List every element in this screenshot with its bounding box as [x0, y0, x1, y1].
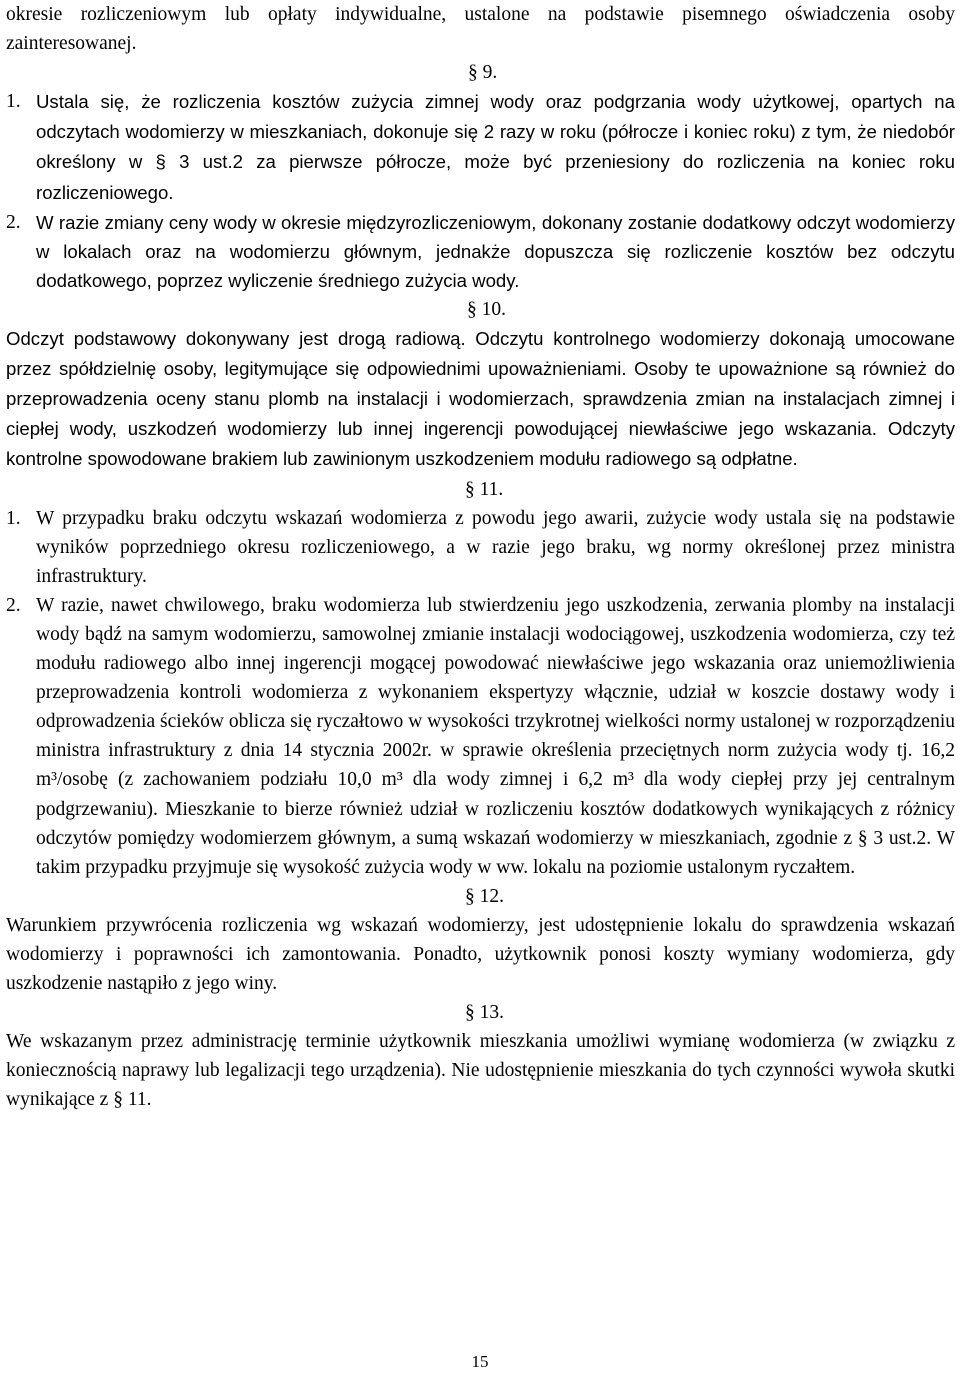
- item-number: 2.: [6, 594, 21, 616]
- section-heading-10: § 10.: [467, 298, 506, 320]
- section-heading-9: § 9.: [468, 62, 498, 84]
- item-number: 2.: [6, 211, 21, 233]
- section-heading-11: § 11.: [465, 478, 504, 500]
- section-heading-12: § 12.: [465, 885, 504, 907]
- list-item: [6, 208, 955, 295]
- item-text: W razie zmiany ceny wody w okresie międzyrozliczeniowym, dokonany zostanie dodatkowy odczyt wodomierzy w lokalach oraz na wodomierzu głównym, jednakże dopuszcza się rozliczenie kosztów bez odczytu dodatkowego, poprzez wyliczenie średniego zużycia wody.: [36, 211, 955, 291]
- item-text: Ustala się, że rozliczenia kosztów zużycia zimnej wody oraz podgrzania wody użytkowej, opartych na odczytach wodomierzy w mieszkaniach, dokonuje się 2 razy w roku (półrocze i koniec roku) z tym, że niedobór określony w § 3 ust.2 za pierwsze półrocze, może być przeniesiony do rozliczenia na koniec roku rozliczeniowego.: [36, 91, 955, 203]
- section-heading-13: § 13.: [465, 1002, 504, 1024]
- list-item: [6, 504, 955, 591]
- item-text: W razie, nawet chwilowego, braku wodomierza lub stwierdzeniu jego uszkodzenia, zerwania plomby na instalacji wody bądź na samym wodomierzu, samowolnej zmianie instalacji wodociągowej, uszkodzenia wodomierza, czy też modułu radiowego albo innej ingerencji mogącej powodować niewłaściwe jego wskazania oraz uniemożliwienia przeprowadzenia kontroli wodomierza z wykonaniem ekspertyzy włącznie, udział w koszcie dostawy wody i odprowadzenia ścieków oblicza się ryczałtowo w wysokości trzykrotnej wielkości normy ustalonej w rozporządzeniu ministra infrastruktury z dnia 14 stycznia 2002r. w sprawie określenia przeciętnych norm zużycia wody tj. 16,2 m³/osobę (z zachowaniem podziału 10,0 m³ dla wody zimnej i 6,2 m³ dla wody ciepłej przy jej centralnym podgrzewaniu). Mieszkanie to bierze również udział w rozliczeniu kosztów dodatkowych wynikających z różnicy odczytów pomiędzy wodomierzem głównym, a sumą wskazań wodomierzy w mieszkaniach, zgodnie z § 3 ust.2. W takim przypadku przyjmuje się wysokość zużycia wody w ww. lokalu na poziomie ustalonym ryczałtem.: [36, 594, 955, 878]
- item-number: 1.: [6, 507, 21, 529]
- section-13-paragraph: We wskazanym przez administrację terminie użytkownik mieszkania umożliwi wymianę wodomierza (w związku z koniecznością naprawy lub legalizacji tego urządzenia). Nie udostępnienie mieszkania do tych czynności wywoła skutki wynikające z § 11.: [6, 1031, 955, 1111]
- list-item: [6, 87, 955, 207]
- item-text: W przypadku braku odczytu wskazań wodomierza z powodu jego awarii, zużycie wody ustala się na podstawie wyników poprzedniego okresu rozliczeniowego, a w razie jego braku, wg normy określonej przez ministra infrastruktury.: [36, 507, 955, 587]
- intro-paragraph: okresie rozliczeniowym lub opłaty indywidualne, ustalone na podstawie pisemnego oświadczenia osoby zainteresowanej.: [6, 4, 955, 55]
- item-number: 1.: [6, 91, 21, 113]
- list-item: [6, 591, 955, 882]
- section-10-paragraph: Odczyt podstawowy dokonywany jest drogą radiową. Odczytu kontrolnego wodomierzy dokonają umocowane przez spółdzielnię osoby, legitymujące się odpowiednimi upoważnieniami. Osoby te upoważnione są również do przeprowadzenia oceny stanu plomb na instalacji i wodomierzach, sprawdzenia zmian na instalacjach zimnej i ciepłej wody, uszkodzeń wodomierzy lub innej ingerencji powodującej niewłaściwe jego wskazania. Odczyty kontrolne spowodowane brakiem lub zawinionym uszkodzeniem modułu radiowego są odpłatne.: [6, 328, 956, 470]
- section-12-paragraph: Warunkiem przywrócenia rozliczenia wg wskazań wodomierzy, jest udostępnienie lokalu do sprawdzenia wskazań wodomierzy i poprawności ich zamontowania. Ponadto, użytkownik ponosi koszty wymiany wodomierza, gdy uszkodzenie nastąpiło z jego winy.: [6, 914, 955, 995]
- page-number: 15: [471, 1352, 489, 1371]
